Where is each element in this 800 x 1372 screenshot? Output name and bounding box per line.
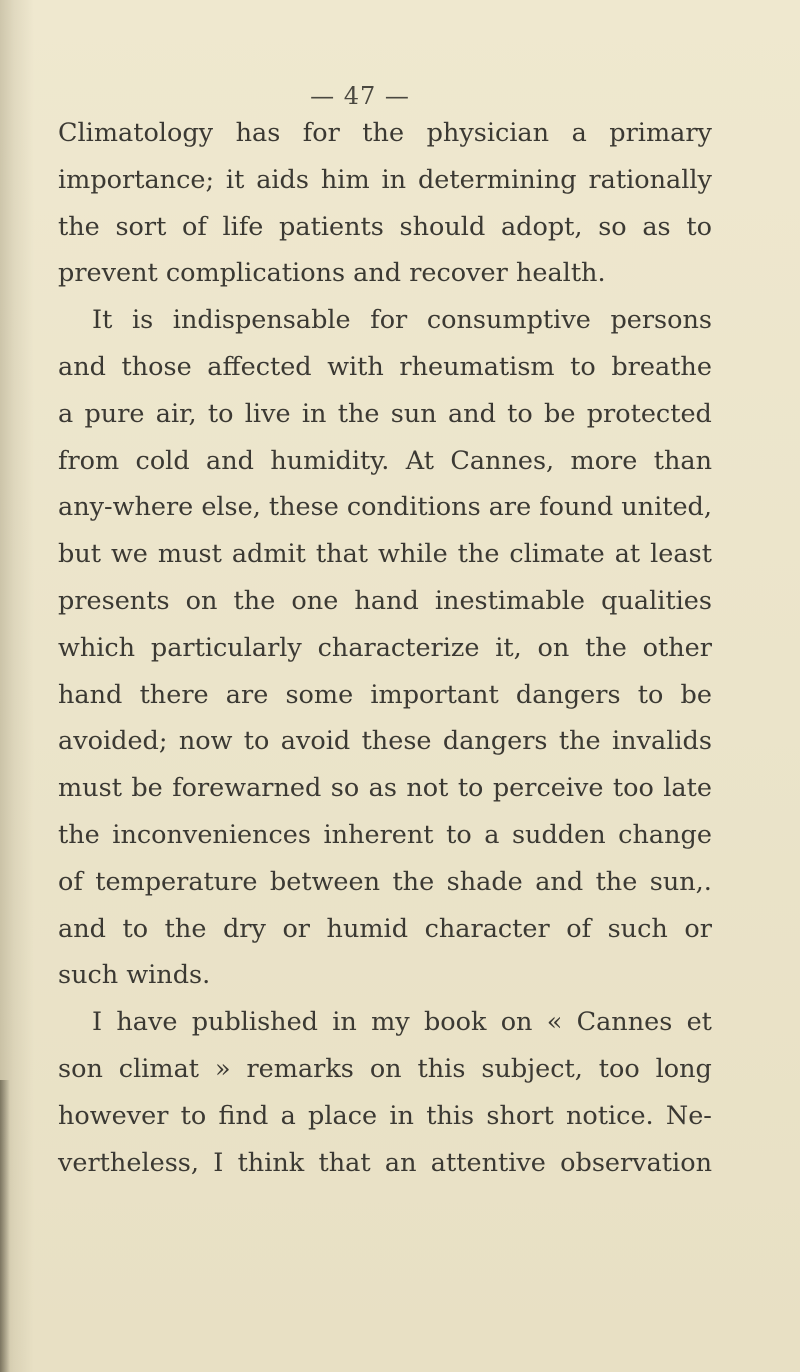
text-line: and to the dry or humid character of such or [58, 913, 712, 944]
text-line: Climatology has for the physician a primary [58, 118, 712, 148]
text-line: I have published in my book on « Cannes et [92, 1007, 712, 1038]
text-line: hand there are some important dangers to be [58, 679, 712, 710]
text-line: vertheless, I think that an attentive observation [58, 1147, 712, 1178]
text-line: the sort of life patients should adopt, so as to [58, 211, 712, 242]
body-text [58, 110, 712, 1186]
text-line: which particularly characterize it, on the other [58, 632, 712, 663]
text-line: of temperature between the shade and the sun,. [58, 866, 712, 897]
text-line: prevent complications and recover health. [58, 258, 606, 289]
text-line: must be forewarned so as not to perceive too late [58, 773, 712, 804]
text-line: It is indispensable for consumptive persons [92, 305, 712, 336]
text-line: the inconveniences inherent to a sudden change [58, 819, 712, 850]
text-line: any-where else, these conditions are found united, [58, 492, 712, 523]
binding-shadow [0, 1080, 10, 1372]
text-line: but we must admit that while the climate at least [58, 539, 712, 570]
text-line: such winds. [58, 960, 211, 991]
text-line: presents on the one hand inestimable qualities [58, 585, 712, 616]
text-line: son climat » remarks on this subject, too long [58, 1053, 712, 1084]
text-line: and those affected with rheumatism to breathe [58, 351, 712, 382]
text-line: avoided; now to avoid these dangers the invalids [58, 726, 712, 757]
page-number: — 47 — [310, 82, 410, 110]
text-line: importance; it aids him in determining rationally [58, 164, 712, 195]
text-line: however to find a place in this short notice. Ne- [58, 1100, 712, 1131]
text-line: from cold and humidity. At Cannes, more than [58, 445, 712, 476]
text-line: a pure air, to live in the sun and to be protected [58, 398, 712, 429]
